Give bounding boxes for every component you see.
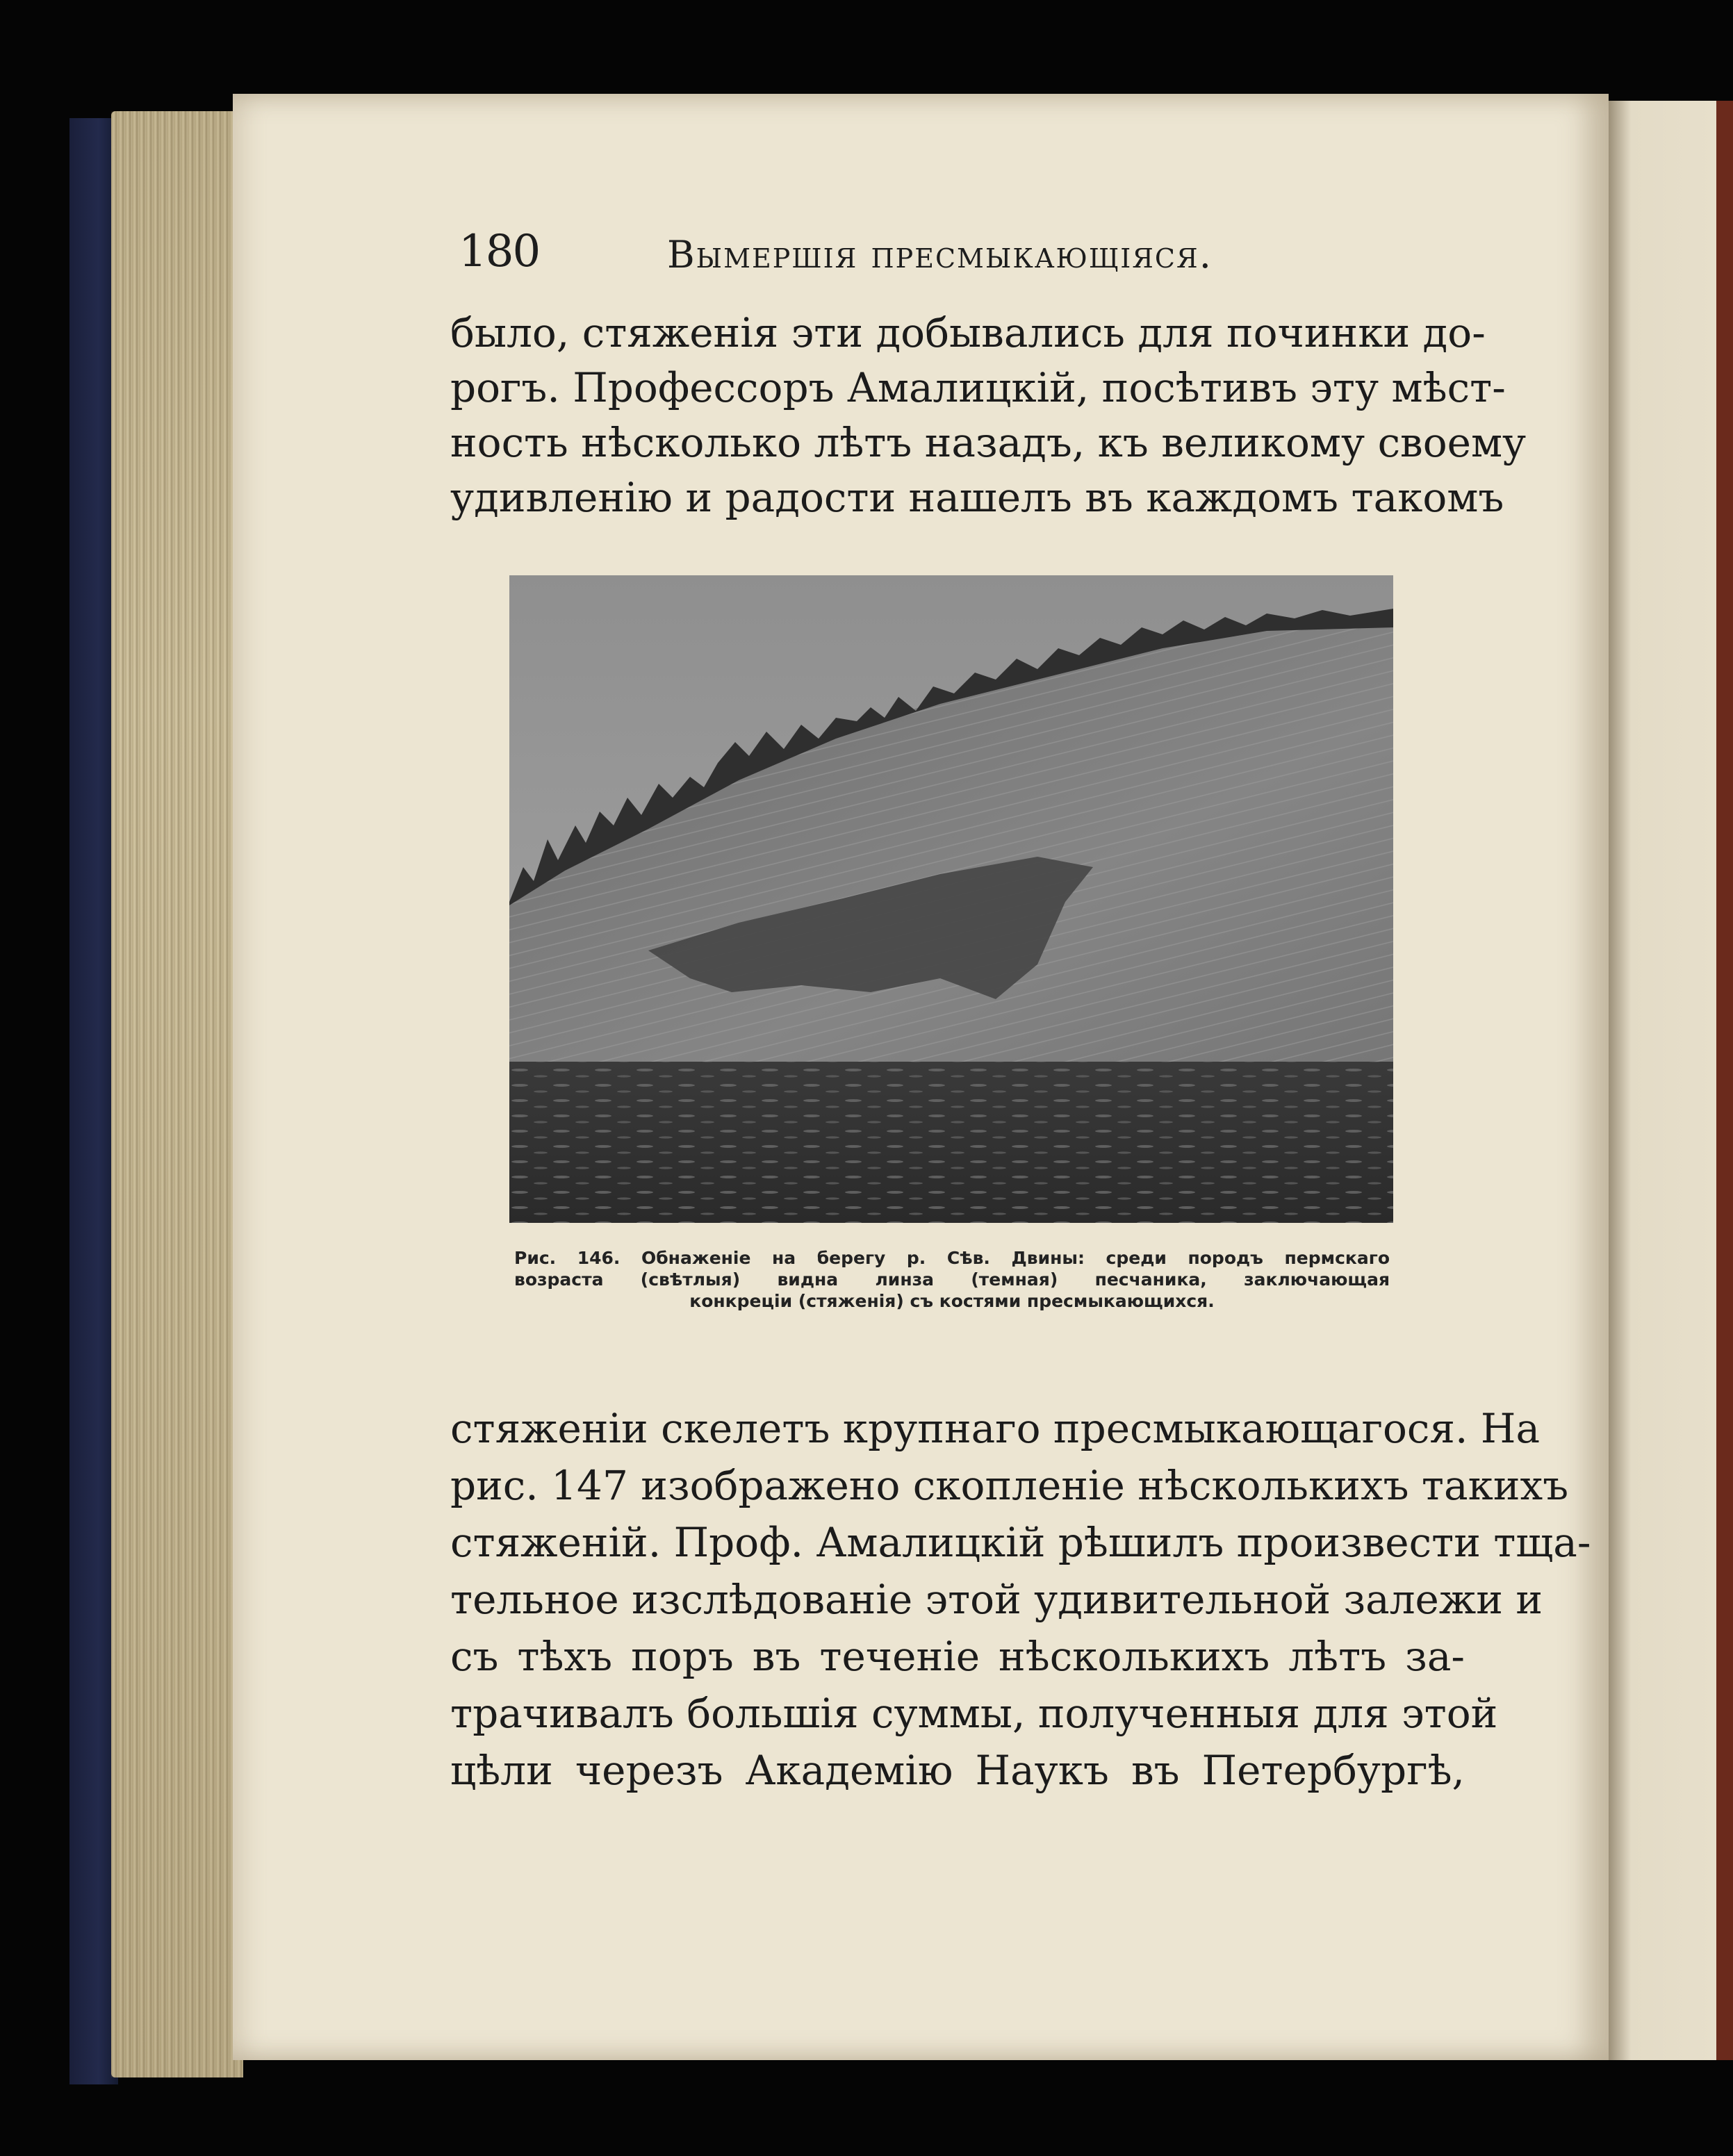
bottom-paragraph (450, 1400, 1591, 1799)
page-edges (111, 111, 243, 2077)
caption-line: конкреціи (стяженія) съ костями пресмыкающихся. (689, 1291, 1215, 1311)
text-line: съ тѣхъ поръ въ теченіе нѣсколькихъ лѣтъ за- (450, 1633, 1465, 1680)
text-line: тельное изслѣдованіе этой удивительной залежи и (450, 1576, 1543, 1623)
text-line: рогъ. Профессоръ Амалицкій, посѣтивъ эту мѣст- (450, 364, 1506, 411)
caption-line: возраста (свѣтлыя) видна линза (темная) песчаника, заключающая (514, 1269, 1390, 1290)
top-paragraph (450, 306, 1527, 525)
running-title: Вымершія пресмыкающіяся. (667, 233, 1213, 277)
figure-photo (509, 575, 1393, 1223)
facing-page (1609, 101, 1733, 2060)
text-line: трачивалъ большія суммы, полученныя для этой (450, 1690, 1498, 1737)
figure-caption (514, 1247, 1390, 1312)
text-line: удивленію и радости нашелъ въ каждомъ такомъ (450, 474, 1504, 521)
text-line: стяженіи скелетъ крупнаго пресмыкающагося. На (450, 1405, 1541, 1452)
page-number: 180 (459, 226, 540, 277)
book-cover-edge (1716, 101, 1733, 2060)
caption-line: Рис. 146. Обнаженіе на берегу р. Сѣв. Двины: среди породъ пермскаго (514, 1248, 1390, 1268)
text-line: цѣли черезъ Академію Наукъ въ Петербургѣ, (450, 1747, 1465, 1794)
riverbank-photo (509, 575, 1393, 1223)
page-header (459, 226, 1473, 288)
text-line: рис. 147 изображено скопленіе нѣсколькихъ такихъ (450, 1462, 1569, 1509)
text-line: было, стяженія эти добывались для починки до- (450, 309, 1486, 356)
text-line: ность нѣсколько лѣтъ назадъ, къ великому своему (450, 419, 1527, 466)
text-line: стяженій. Проф. Амалицкій рѣшилъ произвести тща- (450, 1519, 1591, 1566)
